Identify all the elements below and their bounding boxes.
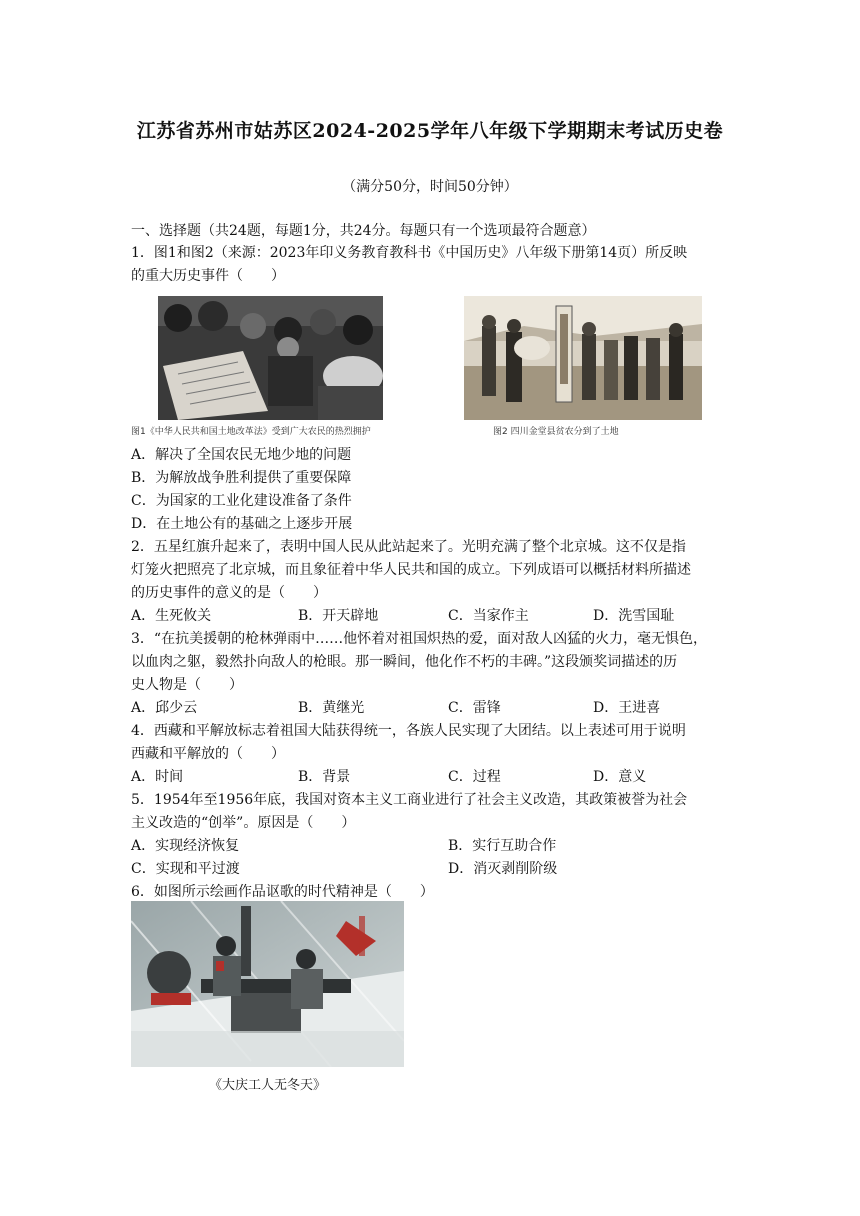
q4-stem-line2: 西藏和平解放的（ ） — [131, 746, 285, 762]
page-title: 江苏省苏州市姑苏区2024-2025学年八年级下学期期末考试历史卷 — [136, 120, 724, 142]
q5-stem-line1: 5．1954年至1956年底，我国对资本主义工商业进行了社会主义改造，其政策被誉为社会 — [131, 792, 688, 808]
q1-figure-2-photo — [464, 296, 702, 420]
q5-option-c: C．实现和平过渡 — [131, 861, 240, 877]
q1-option-a: A．解决了全国农民无地少地的问题 — [131, 447, 352, 463]
q4-stem-line1: 4．西藏和平解放标志着祖国大陆获得统一，各族人民实现了大团结。以上表述可用于说明 — [131, 723, 686, 739]
q6-painting — [131, 901, 404, 1067]
section-heading: 一、选择题（共24题，每题1分，共24分。每题只有一个选项最符合题意） — [131, 223, 596, 239]
q5-option-d: D．消灭剥削阶级 — [448, 861, 558, 877]
q5-option-a: A．实现经济恢复 — [131, 838, 240, 854]
q2-stem-line2: 灯笼火把照亮了北京城，而且象征着中华人民共和国的成立。下列成语可以概括材料所描述 — [131, 562, 691, 578]
q3-option-c: C．雷锋 — [448, 700, 501, 716]
q3-option-b: B．黄继光 — [298, 700, 365, 716]
q2-option-d: D．洗雪国耻 — [593, 608, 675, 624]
q2-option-a: A．生死攸关 — [131, 608, 212, 624]
q4-option-a: A．时间 — [131, 769, 184, 785]
q1-figure-1-photo — [158, 296, 383, 420]
q1-option-c: C．为国家的工业化建设准备了条件 — [131, 493, 352, 509]
exam-info: （满分50分，时间50分钟） — [342, 179, 518, 195]
q5-stem-line2: 主义改造的“创举”。原因是（ ） — [131, 815, 356, 831]
q3-stem-line3: 史人物是（ ） — [131, 677, 243, 693]
q1-stem-line2: 的重大历史事件（ ） — [131, 268, 285, 284]
q2-stem-line1: 2．五星红旗升起来了，表明中国人民从此站起来了。光明充满了整个北京城。这不仅是指 — [131, 539, 686, 555]
q1-option-d: D．在土地公有的基础之上逐步开展 — [131, 516, 353, 532]
q3-stem-line2: 以血肉之躯，毅然扑向敌人的枪眼。那一瞬间，他化作不朽的丰碑。”这段颁奖词描述的历 — [131, 654, 678, 670]
q2-option-b: B．开天辟地 — [298, 608, 379, 624]
q3-option-a: A．邱少云 — [131, 700, 198, 716]
q3-stem-line1: 3．“在抗美援朝的枪林弹雨中……他怀着对祖国炽热的爱，面对敌人凶猛的火力，毫无惧色， — [131, 631, 708, 647]
q6-stem-line1: 6．如图所示绘画作品讴歌的时代精神是（ ） — [131, 884, 434, 900]
q4-option-d: D．意义 — [593, 769, 647, 785]
q4-option-b: B．背景 — [298, 769, 351, 785]
q2-stem-line3: 的历史事件的意义的是（ ） — [131, 585, 327, 601]
q1-option-b: B．为解放战争胜利提供了重要保障 — [131, 470, 352, 486]
q1-stem-line1: 1．图1和图2（来源：2023年印义务教育教科书《中国历史》八年级下册第14页）所反映 — [131, 245, 688, 261]
q2-option-c: C．当家作主 — [448, 608, 529, 624]
q6-painting-caption: 《大庆工人无冬天》 — [208, 1078, 326, 1093]
q4-option-c: C．过程 — [448, 769, 501, 785]
q1-figure-1-caption: 图1《中华人民共和国土地改革法》受到广大农民的热烈拥护 — [131, 427, 371, 437]
q1-figure-2-caption: 图2 四川金堂县贫农分到了土地 — [493, 427, 619, 437]
q3-option-d: D．王进喜 — [593, 700, 661, 716]
q5-option-b: B．实行互助合作 — [448, 838, 557, 854]
